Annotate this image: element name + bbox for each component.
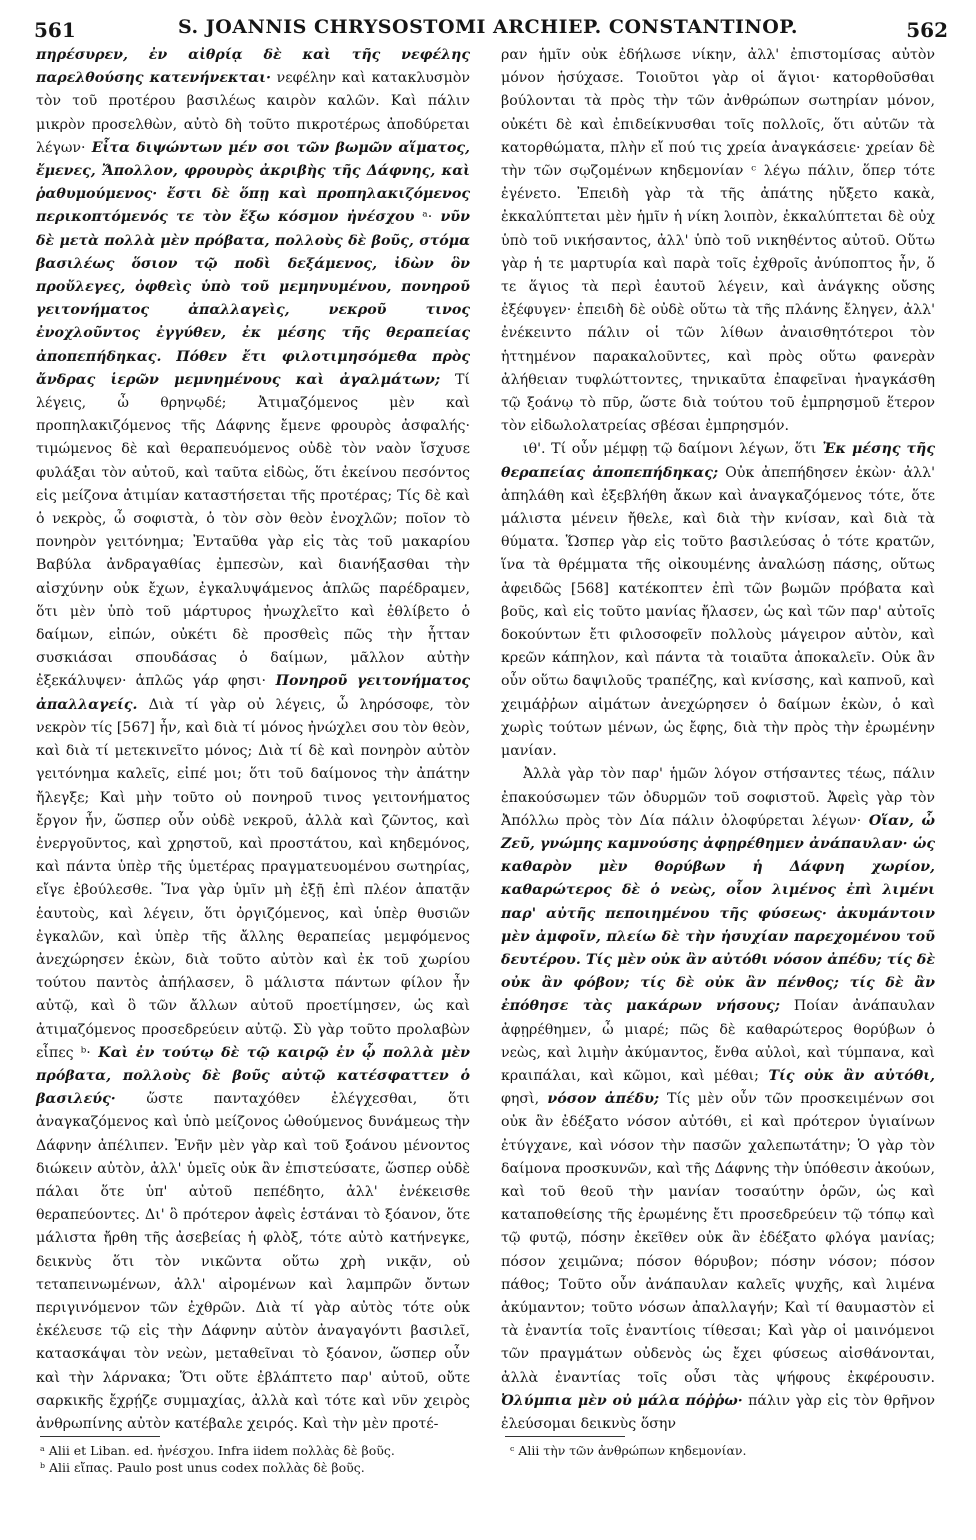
- paragraph: [36, 44, 470, 1436]
- italic-quotation: Ἐκ μέσης τῆς θεραπείας ἀποπεπήδηκας;: [501, 441, 935, 481]
- italic-quotation: Καὶ ἐν τούτῳ δὲ τῷ καιρῷ ἐν ᾧ πολλὰ μὲν πρόβατα, πολλοὺς δὲ βοῦς αὐτῷ κατέσφαττεν ὁ βασιλεύς·: [36, 1044, 470, 1108]
- italic-quotation: Τίς οὐκ ἂν αὐτόθι,: [758, 1067, 935, 1084]
- left-column: [36, 44, 470, 1436]
- italic-quotation: Ὀλύμπια μὲν οὐ μάλα πόῤῥω·: [501, 1392, 743, 1409]
- text-run: Ἀλλὰ γὰρ τὸν παρ' ἡμῶν λόγον στήσαντες τέως, πάλιν ἐπακούσωμεν τῶν ὀδυρμῶν τοῦ σοφιστοῦ. Ἀφεὶς γὰρ τὸν Ἀπόλλω πρὸς τὸν Δία πάλιν ὀλοφύρεται λέγων·: [501, 766, 935, 829]
- right-column: [501, 44, 935, 1436]
- text-run: ᶜ: [743, 163, 757, 180]
- italic-quotation: νῦν δὲ μετὰ πολλὰ μὲν πρόβατα, πολλοὺς δὲ βοῦς, στόμα βασιλέως ὅσιον τῷ ποδὶ δεξάμενος, ἰδὼν ὃν προὔλεγες, ὀφθεὶς ὑπὸ τοῦ μεμηνυμένου, πονηροῦ γειτονήματος ἀπαλλαγεὶς, νεκροῦ τινος ἐνοχλοῦντος ἐγγύθεν, ἐκ μέσης τῆς θεραπείας ἀποπεπήδηκας. Πόθεν ἔτι φιλοτιμησόμεθα πρὸς ἄνδρας ἱερῶν μεμνημένους καὶ ἀγαλμάτων;: [36, 209, 470, 388]
- page-number-right: 562: [906, 18, 948, 42]
- text-run: ραν ἡμῖν οὐκ ἐδήλωσε νίκην, ἀλλ' ἐπιστομίσας αὐτὸν μόνον ἡσύχασε. Τοιοῦτοι γὰρ οἱ ἅγιοι· κατορθοῦσθαι βούλονται τὰ πρὸς τὴν τῶν ἀνθρώπων σωτηρίαν μόνον, οὐκέτι δὲ καὶ ἐπιδείκνυσθαι τοῖς πολλοῖς, ὅτι αὐτῶν τὰ κατορθώματα, πλὴν εἴ πού τις χρεία ἀναγκάσειε· χρείαν δὲ τὴν τῶν σῳζομένων κηδεμονίαν: [501, 47, 935, 180]
- text-run: φησὶ,: [501, 1091, 540, 1108]
- running-title: S. JOANNIS CHRYSOSTOMI ARCHIEP. CONSTANTINOP.: [177, 16, 799, 38]
- text-run: λέγω πάλιν, ὅπερ τότε ἐγένετο. Ἐπειδὴ γὰρ τὰ τῆς ἀπάτης ηὔξετο κακὰ, ἐκκαλύπτεται μὲν ἡμῖν ἡ νίκη λοιπὸν, ἐκκαλύπτεται δὲ οὐχ ὑπὸ τοῦ νικήσαντος, ἀλλ' ὑπὸ τοῦ νικηθέντος αὐτοῦ. Οὕτω γὰρ ἡ τε μαρτυρία καὶ παρὰ τοῖς ἐχθροῖς ἀνύποπτος ἦν, ὅ τε ἅγιος τὰ περὶ ἑαυτοῦ λέγειν, καὶ ἀνάγκης οὔσης ἐξέφυγεν· ἐπειδὴ δὲ οὐδὲ οὕτω τὰ τῆς πλάνης ἔληγεν, ἀλλ' ἐνέκειντο πάλιν οἱ τῶν λίθων ἀναισθητότεροι τὸν ἡττημένον παρακαλοῦντες, καὶ πρὸς οὕτω φανερὰν ἀλήθειαν τυφλώττοντες, τηνικαῦτα ἐπαφεῖναι ἠναγκάσθη τῷ ξοάνῳ τὸ πῦρ, ὥστε διὰ τούτου τοῦ ἐμπρησμοῦ ἕτερον τὸν εἰδωλολατρείας σβέσαι ἐμπρησμόν.: [501, 163, 935, 435]
- footnote-a: ᵃ Alii et Liban. ed. ἠνέσχου. Infra iidem πολλὰς δὲ βοῦς.: [40, 1443, 395, 1458]
- paragraph: [501, 44, 935, 438]
- paragraph: [501, 438, 935, 763]
- paragraph: [501, 763, 935, 1436]
- text-run: ᵇ·: [73, 1044, 91, 1061]
- page-number-left: 561: [34, 18, 76, 42]
- text-run: Διὰ τί γὰρ οὐ λέγεις, ὦ ληρόσοφε, τὸν νεκρὸν τίς [567] ἦν, καὶ διὰ τί μόνος ἠνώχλει σου τὸν θεὸν, καὶ διὰ τί μετεκινεῖτο μόνος; Διὰ τί δὲ καὶ πονηρὸν αὐτὸν γειτόνημα καλεῖς, εἰπέ μοι; ὅτι τοῦ δαίμονος τὴν ἀπάτην ἤλεγξε; Καὶ μὴν τοῦτο οὐ πονηροῦ τινος γειτονήματος ἔργον ἦν, ὥσπερ οὖν οὐδὲ νεκροῦ, ἀλλὰ καὶ ζῶντος, καὶ ἐνεργοῦντος, καὶ χρηστοῦ, καὶ προστάτου, καὶ κηδεμόνος, καὶ πάντα ὑπὲρ τῆς ὑμετέρας πραγματευομένου σωτηρίας, εἴγε ἐβούλεσθε. Ἵνα γὰρ ὑμῖν μὴ ἐξῇ ἐπὶ πλέον ἀπατᾷν ἑαυτοὺς, καὶ λέγειν, ὅτι ὀργιζόμενος, καὶ ὑπὲρ θυσιῶν ἐγκαλῶν, καὶ ὑπὲρ τῆς ἄλλης θεραπείας μεμφόμενος ἀνεχώρησεν ἑκὼν, διὰ τοῦτο αὐτὸν καὶ ἐκ τοῦ χωρίου τούτου παντὸς ἀπήλασεν, ὃ μάλιστα πάντων φίλον ἦν αὐτῷ, καὶ ὃ τῶν ἄλλων αὐτοῦ προετίμησεν, ὡς καὶ ἀτιμαζόμενος προσεδρεύειν αὐτῷ. Σὺ γὰρ τοῦτο προλαβὼν εἶπες: [36, 696, 470, 1061]
- text-run: νεφέλην καὶ κατακλυσμὸν τὸν τοῦ προτέρου βασιλέως καιρὸν καλῶν. Καὶ πάλιν μικρὸν προσελθὼν, αὐτὸ δὴ τοῦτο πικροτέρως ἀποδύρεται λέγων·: [36, 70, 471, 156]
- text-run: Οὐκ ἀπεπήδησεν ἑκὼν· ἀλλ' ἀπηλάθη καὶ ἐξεβλήθη ἄκων καὶ ἀναγκαζόμενος τότε, ὅτε μάλιστα μένειν ἤθελε, καὶ διὰ τὴν κνίσαν, καὶ διὰ τὰ θύματα. Ὥσπερ γὰρ εἰς τοῦτο βασιλεύσας ὁ τότε κρατῶν, ἵνα τὰ θρέμματα τῆς οἰκουμένης ἀναλώσῃ πάσης, οὕτως ἀφειδῶς [568] κατέκοπτεν ἐπὶ τῶν βωμῶν πρόβατα καὶ βοῦς, καὶ εἰς τοῦτο μανίας ἤλασεν, ὡς καὶ τῶν παρ' αὐτοῖς δοκούντων ἔτι φιλοσοφεῖν πολλοὺς μάγειρον αὐτὸν, καὶ κρεῶν κάπηλον, καὶ πάντα τὰ τοιαῦτα ἀποκαλεῖν. Οὐκ ἂν οὖν οὕτω δαψιλοῦς τραπέζης, καὶ κνίσσης, καὶ καπνοῦ, καὶ χειμάῤῥων αἱμάτων ἀνεχώρησεν ὁ δαίμων ἑκὼν, ὁ καὶ χωρὶς τούτων μένων, ὡς ἔφης, διὰ τὴν πρὸς τὴν ἐρωμένην μανίαν.: [501, 464, 935, 760]
- text-run: Τίς μὲν οὖν τῶν προσκειμένων σοι οὐκ ἂν ἐδέξατο νόσον αὐτόθι, εἰ καὶ πρότερον ὑγιαίνων ἐτύγχανε, καὶ νόσον τὴν πασῶν χαλεπωτάτην; Ὁ γὰρ τὸν δαίμονα προσκυνῶν, καὶ τῆς Δάφνης τὴν ὑπόθεσιν ἀκούων, καὶ τοῦ θεοῦ τὴν μανίαν τοσαύτην ὁρῶν, ὡς καὶ καταποθείσης τῆς ἐρωμένης ἔτι προσεδρεύειν τῷ τόπῳ καὶ τῷ φυτῷ, πόσην ἐκεῖθεν οὐκ ἂν ἐδέξατο φλόγα μανίας; πόσον χειμῶνα; πόσον θόρυβον; πόσην νόσον; πόσον πάθος; Τοῦτο οὖν ἀνάπαυλαν καλεῖς ψυχῆς, καὶ λιμένα ἀκύμαντον; τοῦτο νόσων ἀπαλλαγήν; Καὶ τί θαυμαστὸν εἰ τὰ ἐναντία τοῖς ἐναντίοις τίθεσαι; Καὶ γὰρ οἱ μαινόμενοι τῶν πραγμάτων οὐδενὸς ὡς ἔχει φύσεως αἰσθάνονται, ἀλλὰ ἐναντίας τοῖς οὖσι τὰς ψήφους ἐκφέρουσιν.: [501, 1091, 935, 1386]
- text-run: ὥστε πανταχόθεν ἐλέγχεσθαι, ὅτι ἀναγκαζόμενος καὶ ὑπὸ μείζονος ὠθούμενος δυνάμεως τὴν Δάφνην ἀπέλιπεν. Ἐνῆν μὲν γὰρ καὶ τοῦ ξοάνου μένοντος διώκειν αὐτὸν, ἀλλ' ὑμεῖς οὐκ ἂν ἐπιστεύσατε, ὥσπερ οὐδὲ πάλαι ὅτε ὑπ' αὐτοῦ πεπέδητο, ἀλλ' ἐνέκεισθε θεραπεύοντες. Δι' ὃ πρότερον ἀφεὶς ἑστάναι τὸ ξόανον, ὅτε μάλιστα ἤρθη τῆς ἀσεβείας ἡ φλὸξ, τότε αὐτὸ κατήνεγκε, δεικνὺς ὅτι τὸν νικῶντα οὕτω χρὴ νικᾷν, οὐ τεταπεινωμένων, ἀλλ' αἰρομένων καὶ λαμπρῶν ὄντων περιγινόμενον τῶν ἐχθρῶν. Διὰ τί γὰρ αὐτὸς τότε οὐκ ἐκέλευσε τῷ εἰς τὴν Δάφνην αὐτὸν ἀναγαγόντι βασιλεῖ, κατασκάψαι τὸν νεὼν, μεταθεῖναι τὸ ξόανον, ὥσπερ οὖν καὶ τὴν λάρνακα; Ὅτι οὔτε ἐβλάπτετο παρ' αὐτοῦ, οὔτε σαρκικῆς ἔχρῄζε συμμαχίας, ἀλλὰ καὶ τότε καὶ νῦν χειρὸς ἀνθρωπίνης αὐτὸν κατέβαλε χειρός. Καὶ τὴν μὲν προτέ-: [36, 1091, 470, 1432]
- text-run: ιθ'. Τί οὖν μέμφῃ τῷ δαίμονι λέγων, ὅτι: [523, 441, 817, 458]
- footnotes-right: [510, 1442, 944, 1459]
- text-run: πάλιν γὰρ εἰς τὸν θρῆνον ἐλεύσομαι δεικνὺς ὅσην: [501, 1392, 935, 1432]
- italic-quotation: πηρέσυρεν, ἐν αἰθρίᾳ δὲ καὶ τῆς νεφέλης παρελθούσης κατενήνεκται·: [36, 47, 470, 87]
- text-run: ᵃ·: [414, 209, 433, 226]
- footnote-c: ᶜ Alii τὴν τῶν ἀνθρώπων κηδεμονίαν.: [510, 1443, 747, 1458]
- footnote-rule: [505, 1436, 625, 1437]
- footnotes-left: [40, 1442, 474, 1476]
- italic-quotation: Οἵαν, ὦ Ζεῦ, γνώμης καμνούσης ἀφῃρέθημεν ἀνάπαυλαν· ὡς καθαρὸν μὲν θορύβων ἡ Δάφνη χωρίον, καθαρώτερος δὲ ὁ νεὼς, οἷον λιμένος ἐπὶ λιμένι παρ' αὐτῆς πεποιημένου τῆς φύσεως· ἀκυμάντοιν μὲν ἀμφοῖν, πλείω δὲ τὴν ἡσυχίαν παρεχομένου τοῦ δευτέρου. Τίς μὲν οὐκ ἂν αὐτόθι νόσον ἀπέδυ; τίς δὲ οὐκ ἂν φόβον; τίς δὲ οὐκ ἂν πένθος; τίς δὲ ἂν ἐπόθησε τὰς μακάρων νήσους;: [501, 812, 935, 1015]
- footnote-rule: [40, 1436, 160, 1437]
- italic-quotation: Εἶτα διψώντων μέν σοι τῶν βωμῶν αἵματος, ἔμενες, Ἄπολλον, φρουρὸς ἀκριβὴς τῆς Δάφνης, καὶ ῥαθυμούμενος· ἔστι δὲ ὅπῃ καὶ προπηλακιζόμενος περικοπτόμενός τε τὸν ἔξω κόσμον ἠνέσχου: [36, 139, 470, 226]
- footnote-b: ᵇ Alii εἴπας. Paulo post unus codex πολλὰς δὲ βοῦς.: [40, 1460, 365, 1475]
- text-run: Ποίαν ἀνάπαυλαν ἀφῃρέθημεν, ὦ μιαρέ; πῶς δὲ καθαρώτερος θορύβων ὁ νεὼς, καὶ λιμὴν ἀκύμαντος, ἔνθα αὐλοὶ, καὶ τύμπανα, καὶ κραιπάλαι, καὶ κῶμοι, καὶ μέθαι;: [501, 998, 935, 1084]
- italic-quotation: Πονηροῦ γειτονήματος ἀπαλλαγείς.: [36, 673, 470, 713]
- italic-quotation: νόσον ἀπέδυ;: [539, 1091, 660, 1108]
- text-run: Τί λέγεις, ὦ θρηνῳδέ; Ἀτιμαζόμενος μὲν καὶ προπηλακιζόμενος τῆς Δάφνης ἔμενε φρουρὸς ἀσφαλής· τιμώμενος δὲ καὶ θεραπευόμενος οὐδὲ τὸν ναὸν ἴσχυσε φυλάξαι τὸν αὐτοῦ, καὶ ταῦτα εἰδὼς, ὅτι ἐκείνου πεσόντος εἰς μείζονα ἀτιμίαν καταστήσεται τῆς προτέρας; Τίς δὲ καὶ ὁ νεκρὸς, ὦ σοφιστὰ, ὁ τὸν σὸν θεὸν ἐνοχλῶν; ποῖον τὸ πονηρὸν γειτόνημα; Ἐνταῦθα γὰρ εἰς τὰς τοῦ μακαρίου Βαβύλα ἀνδραγαθίας ἐμπεσὼν, καὶ διανήξασθαι τὴν αἰσχύνην οὐκ ἔχων, ἐγκαλυψάμενος ἁπλῶς παρέδραμεν, ὅτι μὲν ὑπὸ τοῦ μάρτυρος ἠνωχλεῖτο καὶ ἐθλίβετο ὁ δαίμων, εἰπών, οὐκέτι δὲ προσθεὶς πῶς τὴν ἧτταν συσκιάσαι σπουδάσας ὁ δαίμων, μᾶλλον αὐτὴν ἐξεκάλυψεν· ἁπλῶς γάρ φησι·: [36, 371, 470, 690]
